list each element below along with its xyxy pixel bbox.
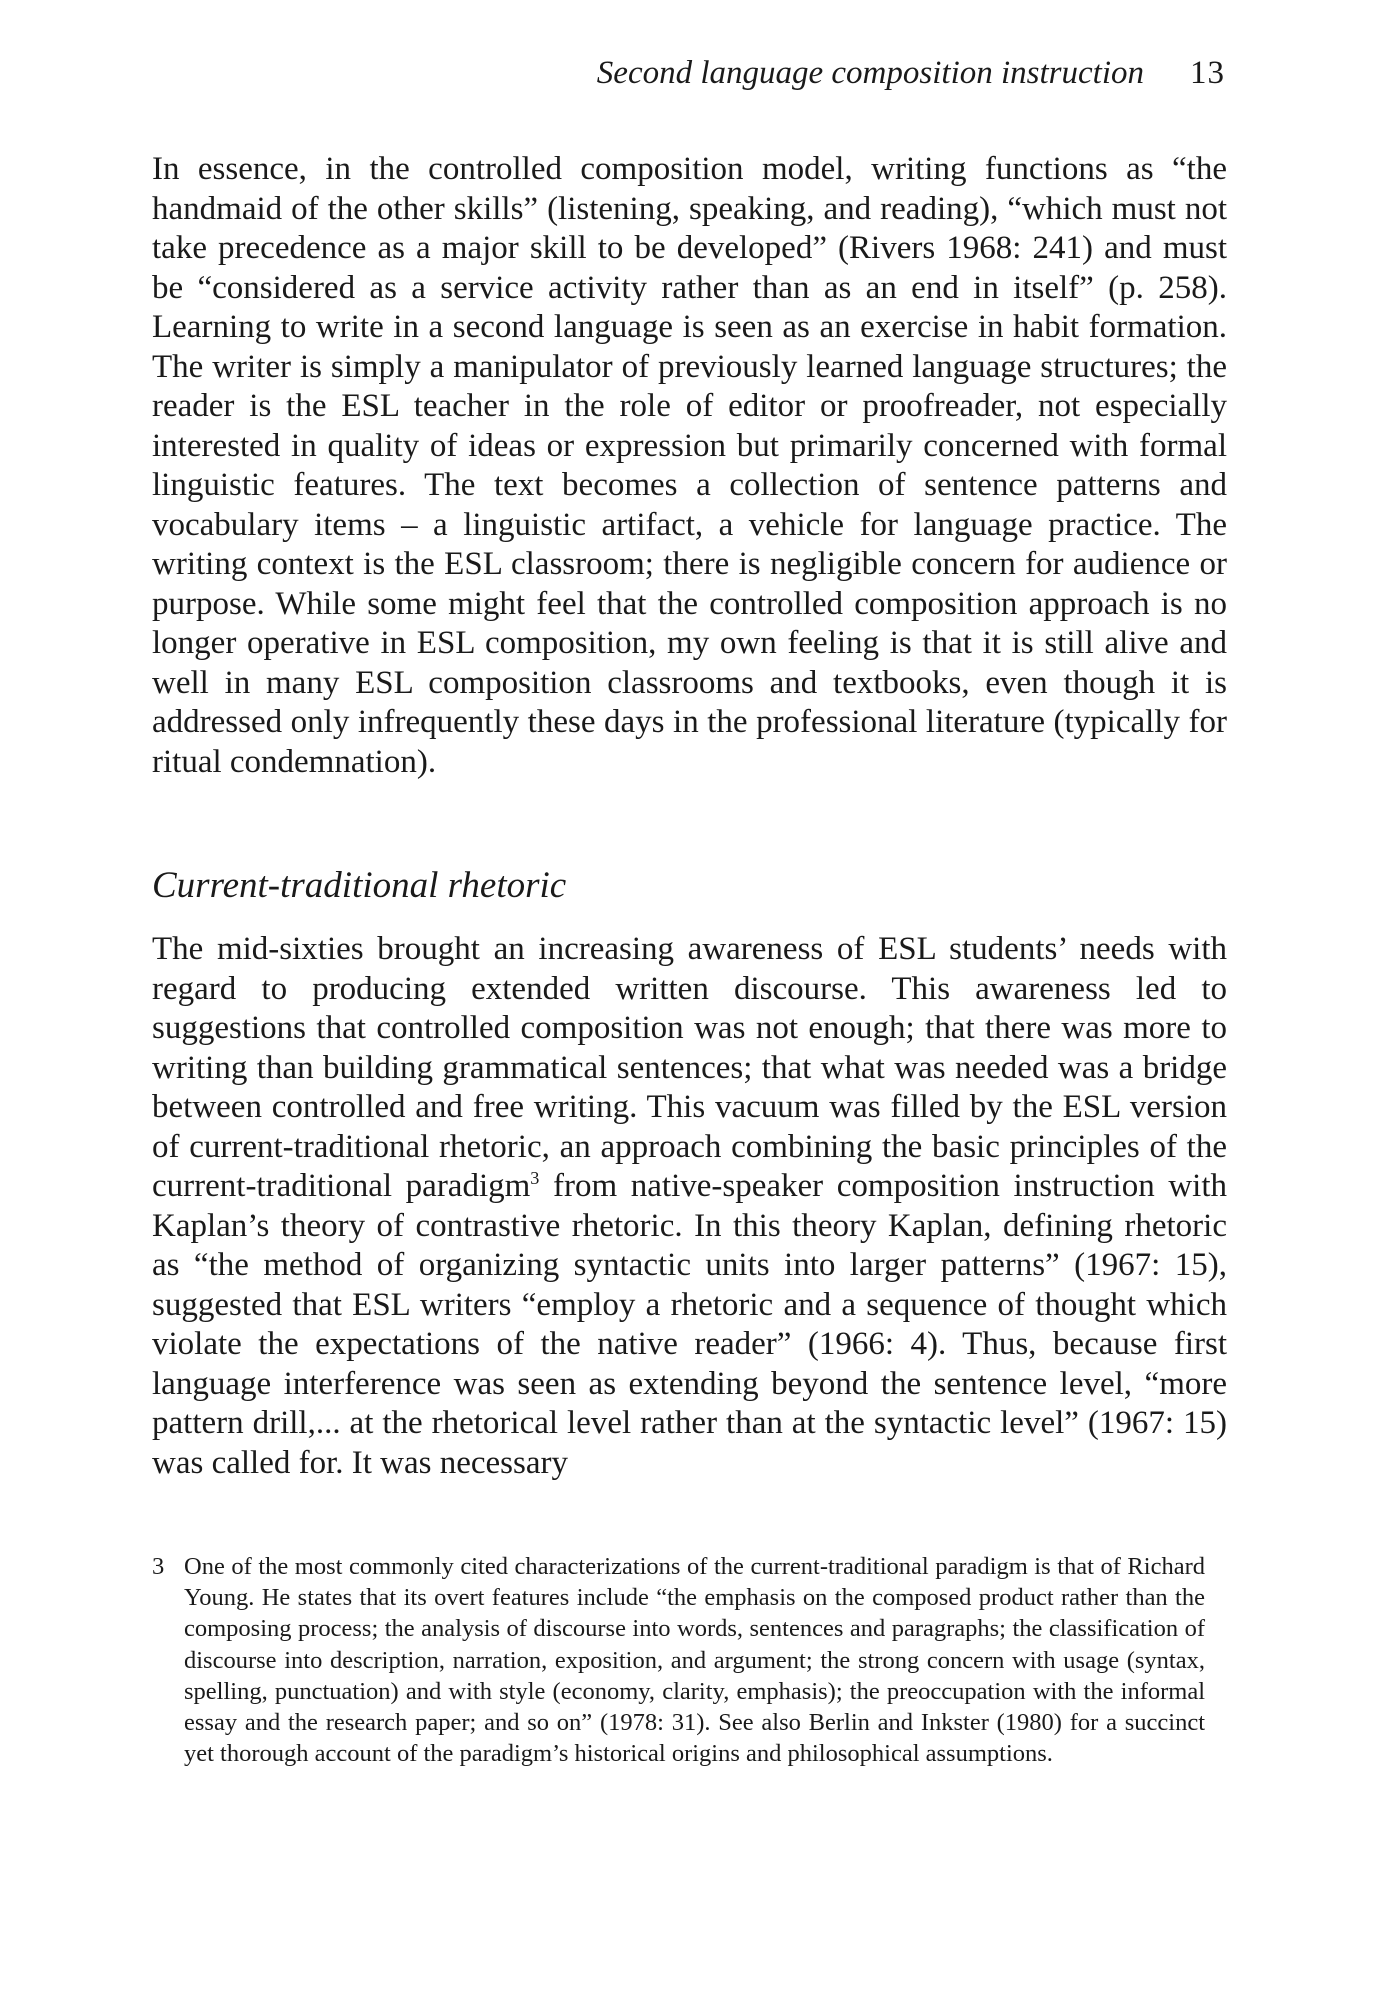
paragraph-text-part-2: from native-speaker composition instruction with Kaplan’s theory of contrastive rhetoric. In this theory Kaplan, defining rhetoric as “the method of organizing syntactic units into larger patterns” (1967: 15), suggested that ESL writers “employ a rhetoric and a sequence of thought which violate the expectations of the native reader” (1966: 4). Thus, because first language interference was seen as extending beyond the sentence level, “more pattern drill,... at the rhetorical level rather than at the syntactic level” (1967: 15) was called for. It was necessary [152, 1168, 1227, 1481]
page-number: 13 [1190, 55, 1225, 91]
footnote [152, 1551, 1227, 1769]
footnote-number: 3 [152, 1553, 165, 1580]
paragraph-text-part-1: The mid-sixties brought an increasing awareness of ESL students’ needs with regard to producing extended written discourse. This awareness led to suggestions that controlled composition was not enough; that there was more to writing than building grammatical sentences; that what was needed was a bridge between controlled and free writing. This vacuum was filled by the ESL version of current-traditional rhetoric, an approach combining the basic principles of the current-traditional paradigm [152, 931, 1227, 1204]
book-page [152, 50, 1227, 1769]
running-head [152, 50, 1227, 96]
footnote-text: One of the most commonly cited characterizations of the current-traditional paradigm is that of Richard Young. He states that its overt features include “the emphasis on the composed product rather than the composing process; the analysis of discourse into words, sentences and paragraphs; the classification of discourse into description, narration, exposition, and argument; the strong concern with usage (syntax, spelling, punctuation) and with style (economy, clarity, emphasis); the preoccupation with the informal essay and the research paper; and so on” (1978: 31). See also Berlin and Inkster (1980) for a succinct yet thorough account of the paradigm’s historical origins and philosophical assumptions. [184, 1553, 1205, 1768]
footnote-reference: 3 [530, 1168, 540, 1188]
paragraph-controlled-composition: In essence, in the controlled composition model, writing functions as “the handmaid of the other skills” (listening, speaking, and reading), “which must not take precedence as a major skill to be developed” (Rivers 1968: 241) and must be “considered as a service activity rather than as an end in itself” (p. 258). Learning to write in a second language is seen as an exercise in habit formation. The writer is simply a manipulator of previously learned language structures; the reader is the ESL teacher in the role of editor or proofreader, not especially interested in quality of ideas or expression but primarily concerned with formal linguistic features. The text becomes a collection of sentence patterns and vocabulary items – a linguistic artifact, a vehicle for language practice. The writing context is the ESL classroom; there is negligible concern for audience or purpose. While some might feel that the controlled composition approach is no longer operative in ESL composition, my own feeling is that it is still alive and well in many ESL composition classrooms and textbooks, even though it is addressed only infrequently these days in the professional literature (typically for ritual condemnation). [152, 151, 1227, 780]
section-heading: Current-traditional rhetoric [152, 865, 567, 906]
paragraph-current-traditional [152, 930, 1227, 1483]
running-head-title: Second language composition instruction [596, 55, 1144, 91]
